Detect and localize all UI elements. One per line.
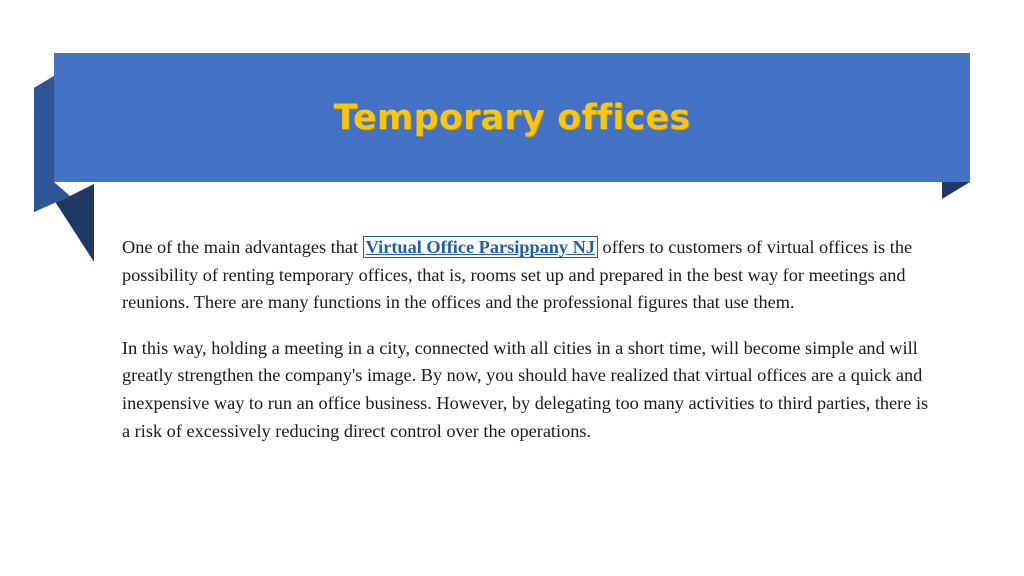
paragraph-1-rest: offers to customers of virtual offices is the possibility of renting temporary offices, that is, rooms set up and prepared in the best way for meetings and reunions. There are many functions in the offices and the professional figures that use them. <box>122 237 913 313</box>
body-content <box>122 234 930 463</box>
paragraph-1-intro: One of the main advantages that <box>122 237 363 257</box>
page-title: Temporary offices <box>333 97 691 138</box>
title-banner <box>54 53 970 182</box>
paragraph-2: In this way, holding a meeting in a city, connected with all cities in a short time, will become simple and will greatly strengthen the company's image. By now, you should have realized that virtual offices are a quick and inexpensive way to run an office business. However, by delegating too many activities to third parties, there is a risk of excessively reducing direct control over the operations. <box>122 337 929 441</box>
ribbon-right-fold <box>942 182 970 199</box>
virtual-office-link[interactable]: Virtual Office Parsippany NJ <box>363 236 598 258</box>
paragraph-1 <box>122 234 930 317</box>
